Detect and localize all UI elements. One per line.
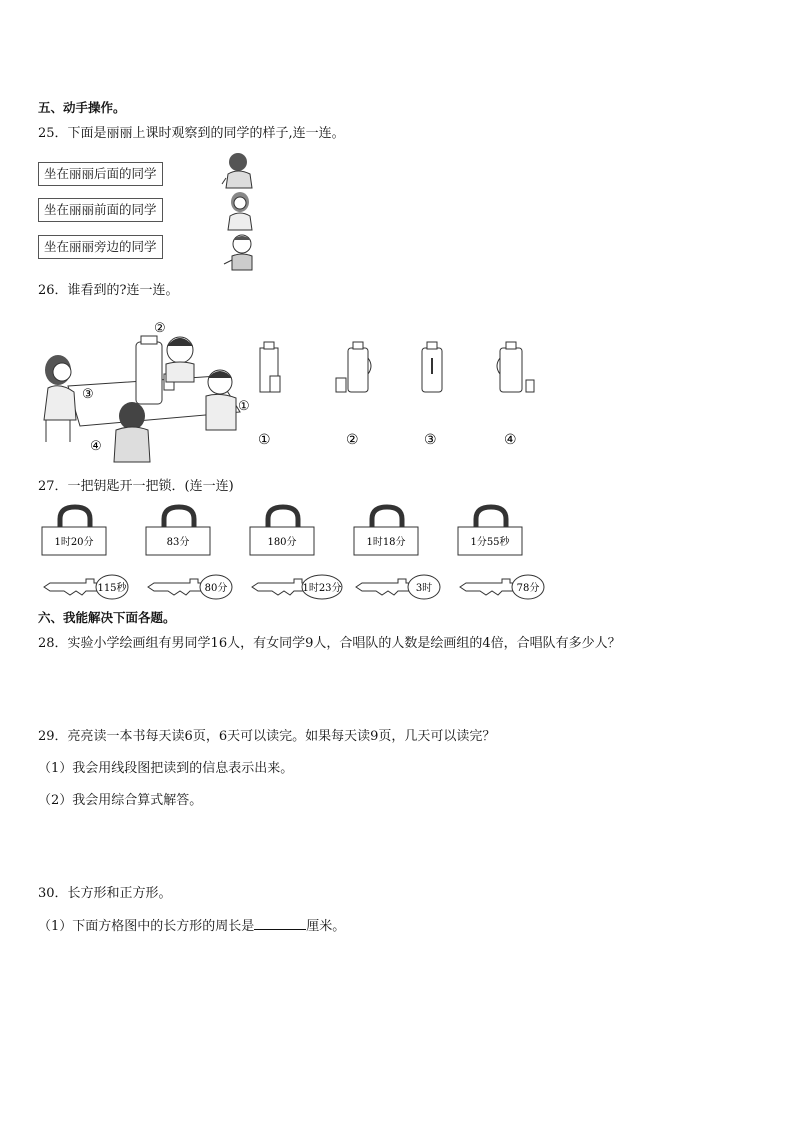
kid-2-icon — [166, 337, 194, 382]
key-5-label: 78分 — [516, 583, 540, 594]
scene-mark-3: ③ — [82, 387, 94, 402]
view-label-1: ① — [258, 432, 271, 448]
view-2-icon[interactable] — [336, 342, 371, 392]
q30-text: 30．长方形和正方形。 — [38, 886, 172, 901]
lock-4[interactable] — [354, 507, 418, 555]
q26-view-options — [250, 336, 550, 452]
lock-2[interactable] — [146, 507, 210, 555]
lock-3[interactable] — [250, 507, 314, 555]
kid-1-icon — [206, 370, 236, 430]
scene-mark-2: ② — [154, 321, 166, 336]
q27-text: 27．一把钥匙开一把锁．(连一连) — [38, 479, 234, 494]
view-label-3: ③ — [424, 432, 437, 448]
q26-text: 26．谁看到的?连一连。 — [38, 283, 179, 298]
lock-5-label: 1分55秒 — [470, 537, 510, 548]
view-3-icon[interactable] — [422, 342, 442, 392]
lock-4-label: 1时18分 — [366, 537, 406, 548]
key-4-label: 3时 — [415, 583, 433, 594]
lock-1-label: 1时20分 — [54, 537, 94, 548]
q29-sub2: （2）我会用综合算式解答。 — [38, 793, 203, 808]
q28-text: 28．实验小学绘画组有男同学16人，有女同学9人，合唱队的人数是绘画组的4倍，合唱队有多少人？ — [38, 636, 621, 651]
section5-title: 五、动手操作。 — [38, 100, 126, 115]
key-3-label: 1时23分 — [302, 583, 342, 594]
scene-mark-4: ④ — [90, 439, 102, 454]
view-4-icon[interactable] — [497, 342, 534, 392]
key-2-label: 80分 — [204, 583, 228, 594]
lock-5[interactable] — [458, 507, 522, 555]
lock-3-label: 180分 — [267, 537, 297, 548]
key-1-label: 115秒 — [97, 583, 127, 594]
thermos-icon — [136, 336, 162, 404]
scene-mark-1: ① — [238, 399, 250, 414]
q29-sub1: （1）我会用线段图把读到的信息表示出来。 — [38, 761, 294, 776]
q26-scene-illustration — [40, 316, 260, 462]
q25-kid-figures — [222, 150, 258, 270]
key-1[interactable] — [44, 575, 128, 599]
q25-option-side[interactable]: 坐在丽丽旁边的同学 — [38, 235, 163, 259]
view-label-2: ② — [346, 432, 359, 448]
key-4[interactable] — [356, 575, 440, 599]
kid-back-view-icon — [222, 153, 252, 188]
kid-front-view-icon — [228, 192, 252, 230]
q25-option-front[interactable]: 坐在丽丽前面的同学 — [38, 198, 163, 222]
q30-sub1 — [38, 917, 345, 935]
key-2[interactable] — [148, 575, 232, 599]
q25-text: 25．下面是丽丽上课时观察到的同学的样子,连一连。 — [38, 126, 345, 141]
q29-text: 29．亮亮读一本书每天读6页，6天可以读完。如果每天读9页，几天可以读完？ — [38, 729, 496, 744]
kid-side-view-icon — [224, 235, 252, 270]
q30-sub1-before: （1）下面方格图中的长方形的周长是 — [38, 919, 255, 934]
lock-2-label: 83分 — [166, 537, 190, 548]
q27-keys — [40, 573, 550, 603]
kid-3-icon — [44, 355, 76, 442]
q30-sub1-after: 厘米。 — [306, 919, 346, 934]
view-label-4: ④ — [504, 432, 517, 448]
key-3[interactable] — [252, 575, 342, 599]
q27-locks — [40, 505, 540, 559]
section6-title: 六、我能解决下面各题。 — [38, 610, 176, 625]
q25-option-behind[interactable]: 坐在丽丽后面的同学 — [38, 162, 163, 186]
view-1-icon[interactable] — [260, 342, 280, 392]
lock-1[interactable] — [42, 507, 106, 555]
key-5[interactable] — [460, 575, 544, 599]
q30-answer-blank[interactable] — [254, 917, 306, 930]
